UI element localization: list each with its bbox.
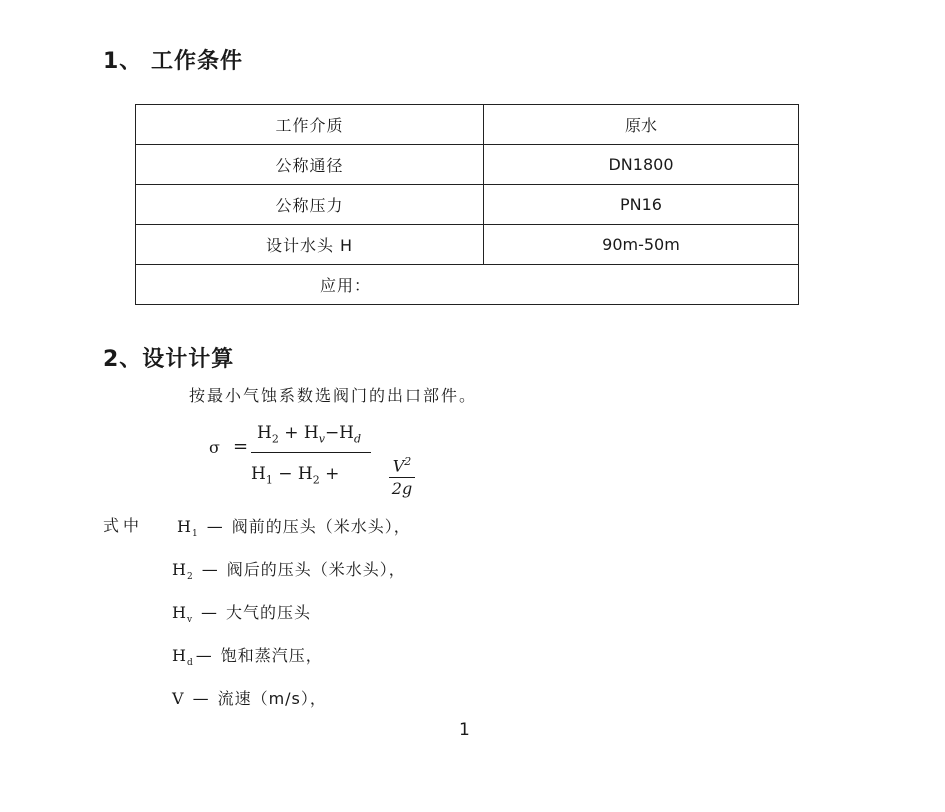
definition-item: $H_d$ — 饱和蒸汽压， bbox=[172, 646, 323, 669]
definition-symbol: $H_2$ bbox=[172, 560, 194, 583]
table-row bbox=[136, 105, 799, 145]
table-cell-value: PN16 bbox=[484, 185, 799, 225]
cavitation-formula bbox=[205, 422, 413, 500]
velocity-head-fraction: $V^2$ 2g bbox=[389, 452, 415, 499]
formula-numerator: $H_2 + H_v-H_d$ bbox=[257, 423, 362, 446]
table-cell-value: DN1800 bbox=[484, 145, 799, 185]
table-cell-value: 90m-50m bbox=[484, 225, 799, 265]
table-row-application bbox=[136, 265, 799, 305]
working-conditions-table bbox=[135, 104, 799, 305]
formula-equals: = bbox=[233, 436, 249, 457]
formula-denominator: $H_1 - H_2$ + $V^2$ 2g bbox=[251, 464, 339, 486]
definition-item: V — 流速（m/s）， bbox=[172, 689, 327, 708]
definition-item: $H_2$ — 阀后的压头（米水头）， bbox=[172, 560, 406, 583]
formula-fraction-bar bbox=[251, 452, 371, 453]
table-cell-label: 设计水头 H bbox=[136, 225, 484, 265]
definition-text: 阀后的压头（米水头）， bbox=[226, 560, 406, 579]
table-row bbox=[136, 185, 799, 225]
definition-item: $H_v$ — 大气的压头 bbox=[172, 603, 312, 626]
table-cell-value: 原水 bbox=[484, 105, 799, 145]
definition-text: 大气的压头 bbox=[226, 603, 312, 622]
section-2-heading: 2、设计计算 bbox=[103, 347, 235, 372]
table-row bbox=[136, 225, 799, 265]
table-row bbox=[136, 145, 799, 185]
application-cell: 应用： bbox=[136, 265, 799, 305]
table-cell-label: 公称压力 bbox=[136, 185, 484, 225]
definition-item: $H_1$ — 阀前的压头（米水头）， bbox=[177, 517, 411, 540]
formula-lhs: σ bbox=[209, 438, 220, 457]
definition-text: 流速（m/s）， bbox=[217, 689, 327, 708]
section-1-heading: 1、 工作条件 bbox=[103, 49, 243, 74]
intro-paragraph: 按最小气蚀系数选阀门的出口部件。 bbox=[189, 386, 478, 405]
page-number: 1 bbox=[459, 720, 470, 740]
definition-symbol: $H_v$ bbox=[172, 603, 194, 626]
table-cell-label: 公称通径 bbox=[136, 145, 484, 185]
definition-symbol: V bbox=[172, 689, 185, 708]
definitions-label: 式中 bbox=[103, 516, 144, 535]
definition-text: 饱和蒸汽压， bbox=[220, 646, 323, 665]
table-cell-label: 工作介质 bbox=[136, 105, 484, 145]
definition-symbol: $H_1$ bbox=[177, 517, 199, 540]
definition-text: 阀前的压头（米水头）， bbox=[231, 517, 411, 536]
definition-symbol: $H_d$ bbox=[172, 646, 194, 669]
